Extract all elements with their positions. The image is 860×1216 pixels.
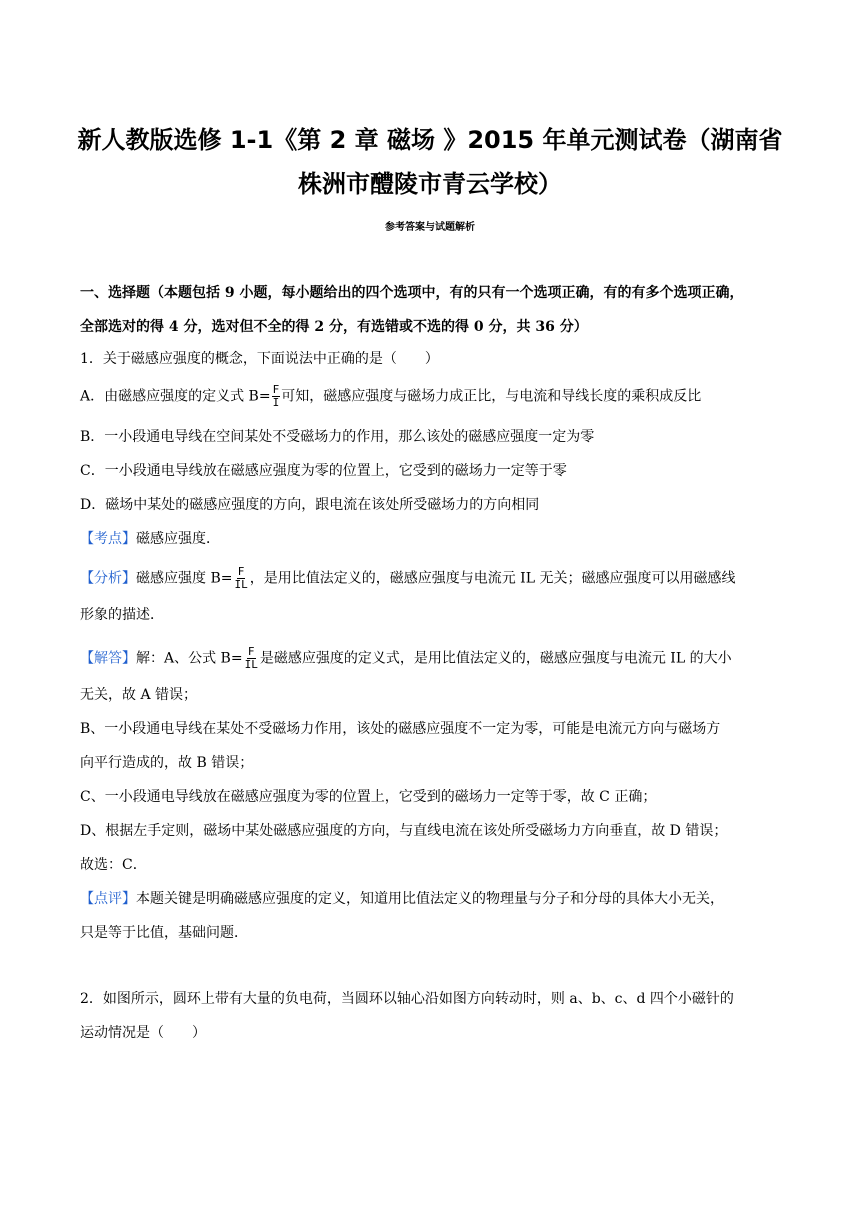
option-a-suffix: 可知，磁感应强度与磁场力成正比，与电流和导线长度的乘积成反比 (281, 388, 702, 405)
fenxi-row (80, 566, 780, 591)
fraction-denominator: IL (244, 658, 258, 671)
jieda-d: D、根据左手定则，磁场中某处磁感应强度的方向，与直线电流在该处所受磁场力方向垂直，故 D 错误； (80, 823, 728, 839)
dianping-tag: 【点评】 (80, 891, 136, 907)
jieda-b-line-1: B、一小段通电导线在某处不受磁场力作用，该处的磁感应强度不一定为零，可能是电流元方向与磁场方 (80, 721, 721, 737)
jieda-c: C、一小段通电导线放在磁感应强度为零的位置上，它受到的磁场力一定等于零，故 C 正确； (80, 789, 657, 805)
option-a-prefix: A．由磁感应强度的定义式 B= (80, 388, 271, 405)
question-2-line-2: 运动情况是（ ） (80, 1025, 206, 1041)
fenxi-prefix: 磁感应强度 B= (136, 570, 233, 587)
fraction-f-over-il (244, 646, 259, 671)
title-line-2: 株洲市醴陵市青云学校） (298, 170, 562, 198)
question-1-stem: 1．关于磁感应强度的概念，下面说法中正确的是（ ） (80, 351, 439, 367)
title-line-1: 新人教版选修 1-1《第 2 章 磁场 》2015 年单元测试卷（湖南省 (77, 126, 783, 154)
kaodian-tag: 【考点】 (80, 531, 136, 547)
jieda-tag: 【解答】 (80, 650, 136, 667)
answer-line: 故选：C． (80, 857, 147, 873)
question-2-line-1: 2．如图所示，圆环上带有大量的负电荷，当圆环以轴心沿如图方向转动时，则 a、b、c、d 四个小磁针的 (80, 991, 734, 1007)
fenxi-tag: 【分析】 (80, 570, 136, 587)
question-1-option-b: B．一小段通电导线在空间某处不受磁场力的作用，那么该处的磁感应强度一定为零 (80, 429, 595, 445)
section-heading-line-1: 一、选择题（本题包括 9 小题，每小题给出的四个选项中，有的只有一个选项正确，有的有多个选项正确， (80, 285, 744, 301)
fraction-f-over-i (272, 384, 281, 409)
fraction-denominator: I (272, 396, 280, 409)
jieda-suffix: 是磁感应强度的定义式，是用比值法定义的，磁感应强度与电流元 IL 的大小 (259, 650, 732, 667)
question-1-option-c: C．一小段通电导线放在磁感应强度为零的位置上，它受到的磁场力一定等于零 (80, 463, 567, 479)
fenxi-suffix: ，是用比值法定义的，磁感应强度与电流元 IL 无关；磁感应强度可以用磁感线 (249, 570, 736, 587)
fraction-numerator: F (237, 565, 245, 578)
fenxi-line-2: 形象的描述． (80, 607, 164, 623)
question-1-option-a (80, 384, 780, 409)
jieda-row (80, 646, 780, 671)
fraction-numerator: F (272, 383, 280, 396)
kaodian-text: 磁感应强度． (136, 531, 220, 547)
dianping-line-2: 只是等于比值，基础问题． (80, 925, 248, 941)
fraction-f-over-il (233, 566, 248, 591)
question-1-option-d: D．磁场中某处的磁感应强度的方向，跟电流在该处所受磁场力的方向相同 (80, 497, 540, 513)
jieda-prefix: 解：A、公式 B= (136, 650, 243, 667)
jieda-b-line-2: 向平行造成的，故 B 错误； (80, 755, 254, 771)
fraction-numerator: F (247, 645, 255, 658)
dianping-text: 本题关键是明确磁感应强度的定义，知道用比值法定义的物理量与分子和分母的具体大小无关， (136, 891, 724, 907)
subtitle: 参考答案与试题解析 (385, 222, 475, 233)
jieda-line-2: 无关，故 A 错误； (80, 687, 198, 703)
kaodian-row (80, 530, 780, 548)
section-heading-line-2: 全部选对的得 4 分，选对但不全的得 2 分，有选错或不选的得 0 分，共 36 分） (80, 319, 588, 335)
fraction-denominator: IL (234, 578, 248, 591)
dianping-row (80, 890, 780, 908)
